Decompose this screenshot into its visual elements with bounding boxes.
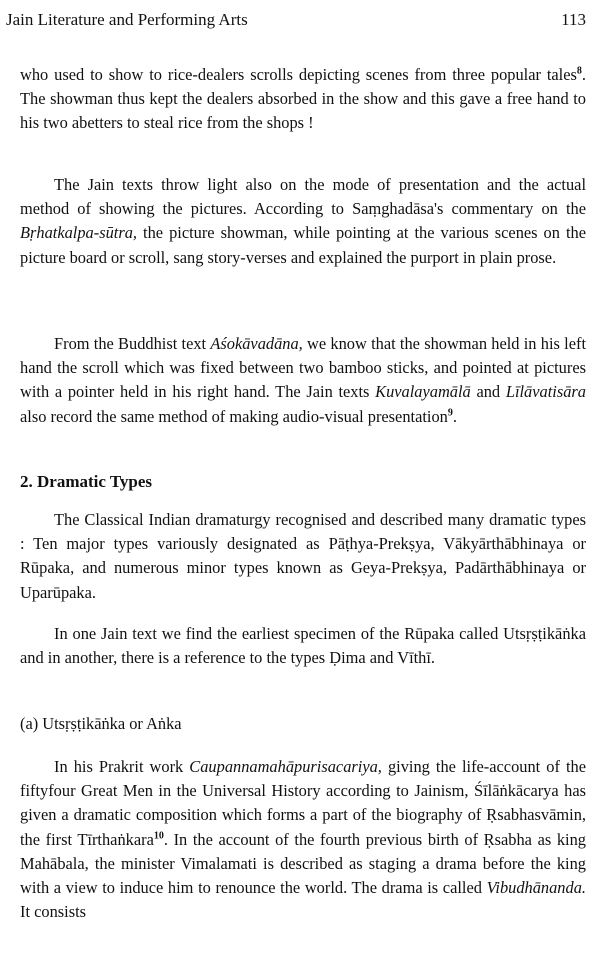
footnote-marker-9: 9 [447, 407, 453, 419]
paragraph-text: In his Prakrit work [54, 757, 190, 776]
subsection-heading: (a) Utsṛṣṭikāṅka or Aṅka [20, 714, 182, 733]
paragraph-text: we know that the showman held in his left hand the scroll which was fixed between two bamboo sticks, and pointed at pictures with a pointer held in his right hand. The Jain texts [20, 334, 586, 402]
paragraph-text: From the Buddhist text [54, 334, 211, 353]
work-title: Aśokāvadāna, [210, 334, 303, 353]
paragraph-text: giving the life-account of the fiftyfour Great Men in the Universal History according to Jainism, Śīlāṅkācarya has given a dramatic composition which forms a part of the biography of Ṛsabhasvāmin, the first Tīrthaṅkara [20, 757, 587, 849]
work-title: Kuvalayamālā [375, 382, 471, 402]
paragraph-text: . In the account of the fourth previous birth of Ṛsabha as king Mahābala, the minister Vimalamati is described as staging a drama before the king with a view to induce him to renounce the world. The drama is called [20, 829, 586, 898]
paragraph-text: In one Jain text we find the earliest specimen of the Rūpaka called Utsṛṣṭikāṅka and in another, there is a reference to the types Ḍima and Vīthī. [20, 624, 586, 668]
paragraph-dramaturgy [20, 508, 586, 605]
paragraph-buddhist-text [20, 332, 586, 429]
paragraph-text: . [452, 406, 457, 426]
paragraph-text: also record the same method of making audio-visual presentation [20, 406, 448, 426]
footnote-marker-8: 8 [576, 65, 582, 77]
work-title: Līlāvatisāra [505, 382, 586, 402]
paragraph-text: The Classical Indian dramaturgy recognised and described many dramatic types : Ten major types variously designated as Pāṭhya-Prekṣya, Vākyārthābhinaya or Rūpaka, and numerous minor types known as Geya-Prekṣya, Padārthābhinaya or Uparūpaka. [20, 510, 586, 602]
running-header [6, 10, 586, 30]
paragraph-text: It consists [20, 902, 87, 922]
paragraph-presentation-mode [20, 173, 586, 270]
work-title: Vibudhānanda. [486, 878, 586, 898]
work-title: Bṛhatkalpa-sūtra, [20, 223, 138, 243]
paragraph-prakrit-work [20, 755, 586, 924]
paragraph-jain-text-specimen [20, 622, 586, 670]
work-title: Caupannamahāpurisacariya, [189, 757, 382, 776]
paragraph-text: the picture showman, while pointing at the various scenes on the picture board or scroll, sang story-verses and explained the purport in plain prose. [20, 223, 586, 267]
paragraph-text: and [470, 382, 506, 402]
footnote-marker-10: 10 [153, 830, 164, 842]
paragraph-rice-dealers [20, 63, 586, 136]
running-title: Jain Literature and Performing Arts [6, 10, 248, 29]
paragraph-text: . The showman thus kept the dealers absorbed in the show and this gave a free hand to his two abetters to steal rice from the shops ! [20, 65, 586, 133]
page-number: 113 [561, 10, 586, 29]
paragraph-text: who used to show to rice-dealers scrolls depicting scenes from three popular tales [20, 65, 577, 84]
paragraph-text: The Jain texts throw light also on the mode of presentation and the actual method of showing the pictures. According to Saṃghadāsa's commentary on the [20, 175, 586, 219]
section-heading: 2. Dramatic Types [20, 472, 153, 491]
